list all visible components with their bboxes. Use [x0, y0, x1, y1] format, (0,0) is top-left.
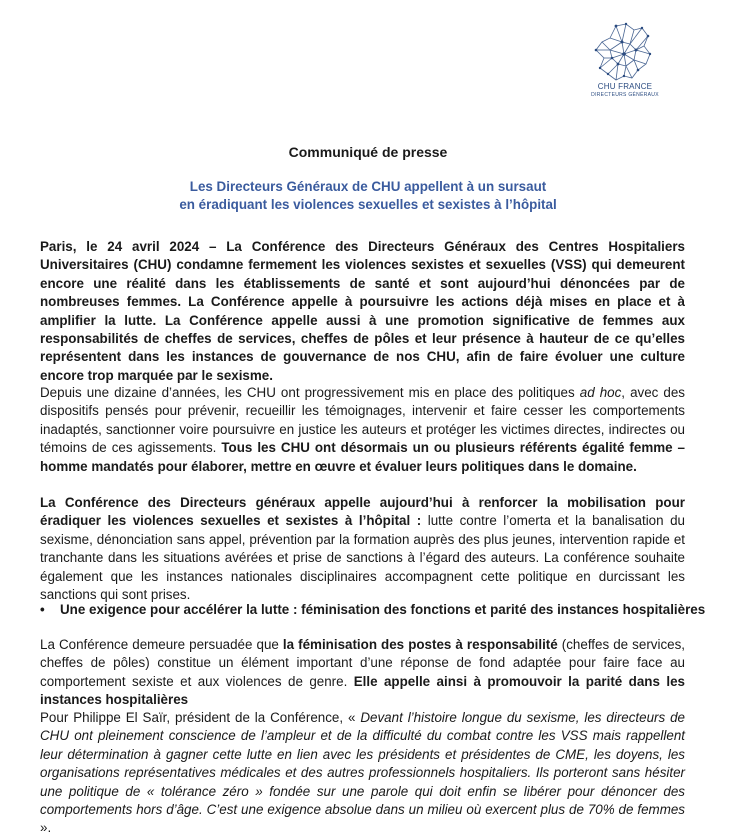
- paragraph-quote: Pour Philippe El Saïr, président de la Conférence, « Devant l’histoire longue du sexisme, les directeurs de CHU ont pleinement conscience de l’ampleur et de la difficulté du combat contre les VSS mais rappellent leur détermination à gagner cette lutte en lien avec les présidents et présidentes de CME, les doyens, les organisations représentatives médicales et des autres professionnels hospitaliers. Ils porteront sans hésiter une politique de « tolérance zéro » fondée sur une parole qui doit enfin se libérer pour dénoncer des comportements hors d’âge. C’est une exigence absolue dans un milieu où exercent plus de 70% de femmes ».: [40, 710, 685, 836]
- paragraph-call-to-action: La Conférence des Directeurs généraux appelle aujourd’hui à renforcer la mobilisation pour éradiquer les violences sexuelles et sexistes à l’hôpital : lutte contre l’omerta et la banalisation du sexisme, dénonciation sans appel, prévention par la formation auprès des plus jeunes, intervention rapide et tranchante dans les situations avérées et prise de sanctions à l’égard des auteurs. La conférence souhaite également que les instances nationales disciplinaires accompagnent cette politique en durcissant les sanctions qui sont prises.: [40, 495, 685, 603]
- chu-france-logo: [586, 20, 660, 104]
- logo-name: CHU FRANCE: [597, 82, 653, 91]
- paragraph-feminisation: La Conférence demeure persuadée que la féminisation des postes à responsabilité (cheffes de services, cheffes de pôles) constitue un élément important d’une réponse de fond adaptée pour faire face au comportement sexiste et aux violences de genre. Elle appelle ainsi à promouvoir la parité dans les instances hospitalières: [40, 637, 686, 708]
- lead-paragraph: Paris, le 24 avril 2024 – La Conférence des Directeurs Généraux des Centres Hospitaliers Universitaires (CHU) condamne fermement les violences sexistes et sexuelles (VSS) qui demeurent encore une réalité dans les établissements de santé et sont aujourd’hui dénoncées par de nombreuses femmes. La Conférence appelle à poursuivre les actions déjà mises en place et à amplifier la lutte. La Conférence appelle aussi à une promotion significative de femmes aux responsabilités de cheffes de services, cheffes de pôles et leur présence à hauteur de ce qu’elles représentent dans les instances de gouvernance de nos CHU, afin de faire évoluer une culture encore trop marquée par le sexisme.: [40, 239, 685, 383]
- headline-line-1: Les Directeurs Généraux de CHU appellent à un sursaut: [189, 179, 547, 194]
- paragraph-history: Depuis une dizaine d’années, les CHU ont progressivement mis en place des politiques ad hoc, avec des dispositifs pensés pour prévenir, recueillir les témoignages, intervenir et faire cesser les comportements inadaptés, sanctionner voire poursuivre en justice les auteurs et protéger les victimes directes, indirectes ou témoins de ces agissements. Tous les CHU ont désormais un ou plusieurs référents égalité femme – homme mandatés pour élaborer, mettre en œuvre et évaluer leurs politiques dans le domaine.: [40, 385, 685, 474]
- logo-subtitle: DIRECTEURS GÉNÉRAUX: [591, 92, 659, 98]
- bullet-heading: [40, 601, 706, 619]
- headline: [0, 178, 736, 214]
- bullet-icon: •: [40, 602, 45, 617]
- bullet-heading-text: Une exigence pour accélérer la lutte : féminisation des fonctions et parité des instances hospitalières: [60, 602, 706, 617]
- france-network-map-icon: [586, 20, 660, 86]
- headline-line-2: en éradiquant les violences sexuelles et sexistes à l’hôpital: [179, 197, 557, 212]
- page-title: Communiqué de presse: [288, 144, 448, 160]
